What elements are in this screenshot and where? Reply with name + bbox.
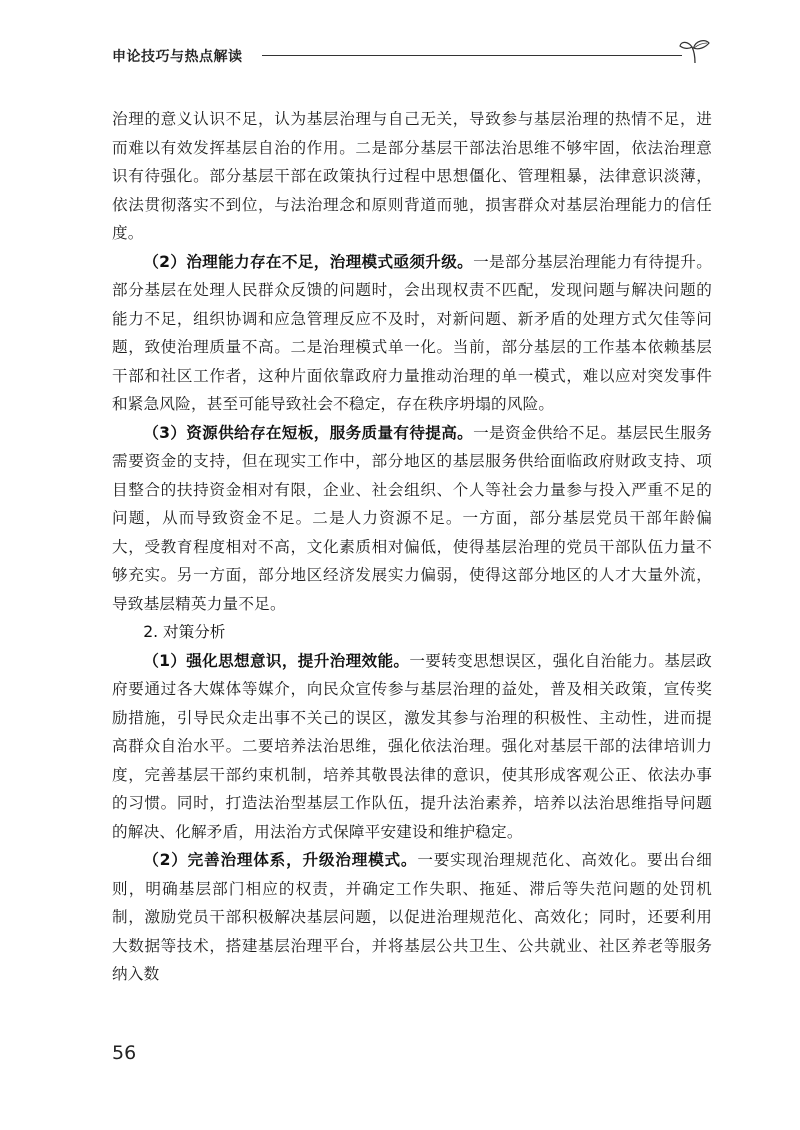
paragraph-lead: （1）强化思想意识，提升治理效能。 bbox=[143, 651, 410, 670]
paragraph-text: 一是资金供给不足。基层民生服务需要资金的支持，但在现实工作中，部分地区的基层服务供给面临政府财政支持、项目整合的扶持资金相对有限，企业、社会组织、个人等社会力量参与投入严重不足的问题，从而导致资金不足。二是人力资源不足。一方面，部分基层党员干部年龄偏大，受教育程度相对不高，文化素质相对偏低，使得基层治理的党员干部队伍力量不够充实。另一方面，部分地区经济发展实力偏弱，使得这部分地区的人才大量外流，导致基层精英力量不足。 bbox=[112, 423, 712, 613]
paragraph-text: 一要转变思想误区，强化自治能力。基层政府要通过各大媒体等媒介，向民众宣传参与基层治理的益处，普及相关政策，宣传奖励措施，引导民众走出事不关己的误区，激发其参与治理的积极性、主动性，进而提高群众自治水平。二要培养法治思维，强化依法治理。强化对基层干部的法律培训力度，完善基层干部约束机制，培养其敬畏法律的意识，使其形成客观公正、依法办事的习惯。同时，打造法治型基层工作队伍，提升法治素养，培养以法治思维指导问题的解决、化解矛盾，用法治方式保障平安建设和维护稳定。 bbox=[112, 651, 712, 841]
paragraph-text: 一是部分基层治理能力有待提升。部分基层在处理人民群众反馈的问题时，会出现权责不匹配，发现问题与解决问题的能力不足，组织协调和应急管理反应不及时，对新问题、新矛盾的处理方式欠佳等问题，致使治理质量不高。二是治理模式单一化。当前，部分基层的工作基本依赖基层干部和社区工作者，这种片面依靠政府力量推动治理的单一模式，难以应对突发事件和紧急风险，甚至可能导致社会不稳定，存在秩序坍塌的风险。 bbox=[112, 252, 712, 413]
paragraph-text: 一要实现治理规范化、高效化。要出台细则，明确基层部门相应的权责，并确定工作失职、拖延、滞后等失范问题的处罚机制，激励党员干部积极解决基层问题，以促进治理规范化、高效化；同时，还要利用大数据等技术，搭建基层治理平台，并将基层公共卫生、公共就业、社区养老等服务纳入数 bbox=[112, 851, 712, 983]
header-divider bbox=[262, 55, 682, 56]
paragraph-text: 治理的意义认识不足，认为基层治理与自己无关，导致参与基层治理的热情不足，进而难以有效发挥基层自治的作用。二是部分基层干部法治思维不够牢固，依法治理意识有待强化。部分基层干部在政策执行过程中思想僵化、管理粗暴，法律意识淡薄，依法贯彻落实不到位，与法治理念和原则背道而驰，损害群众对基层治理能力的信任度。 bbox=[112, 110, 712, 242]
paragraph bbox=[112, 248, 712, 419]
paragraph bbox=[112, 105, 712, 248]
page-number: 56 bbox=[112, 1042, 137, 1064]
paragraph bbox=[112, 846, 712, 989]
sprout-icon bbox=[678, 38, 712, 64]
section-heading: 2. 对策分析 bbox=[143, 623, 226, 641]
running-header-title: 申论技巧与热点解读 bbox=[112, 49, 243, 65]
running-header bbox=[112, 44, 708, 74]
body-text bbox=[112, 105, 712, 989]
paragraph bbox=[112, 419, 712, 619]
paragraph-lead: （3）资源供给存在短板，服务质量有待提高。 bbox=[143, 423, 474, 442]
paragraph-lead: （2）完善治理体系，升级治理模式。 bbox=[143, 851, 418, 869]
paragraph bbox=[112, 647, 712, 847]
paragraph-lead: （2）治理能力存在不足，治理模式亟须升级。 bbox=[143, 252, 474, 271]
